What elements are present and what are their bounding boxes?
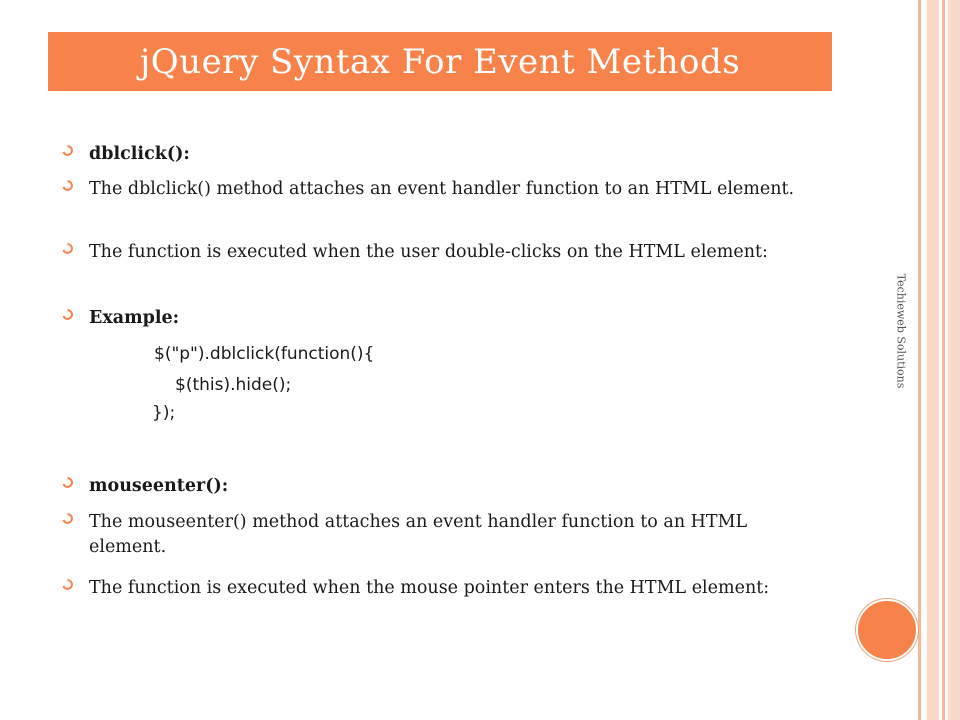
bullet-text: The dblclick() method attaches an event handler function to an HTML element. <box>89 179 795 199</box>
bullet-text: dblclick(): <box>89 144 190 164</box>
title-bar <box>48 32 832 91</box>
code-line: }); <box>152 403 176 423</box>
code-line: $("p").dblclick(function(){ <box>154 344 375 364</box>
stripe <box>942 0 945 720</box>
bullet-icon <box>62 145 73 156</box>
bullet-icon <box>62 579 73 590</box>
bullet-text: mouseenter(): <box>89 476 229 496</box>
stripe <box>918 0 921 720</box>
bullet-icon <box>62 513 73 524</box>
bullet-icon <box>62 180 73 191</box>
code-line: $(this).hide(); <box>175 375 292 395</box>
bullet-icon <box>62 309 73 320</box>
decorative-circle <box>856 599 918 661</box>
bullet-icon <box>62 477 73 488</box>
bullet-text: The function is executed when the mouse pointer enters the HTML element: <box>89 578 770 598</box>
stripe <box>948 0 960 720</box>
stripe <box>927 0 939 720</box>
bullet-icon <box>62 243 73 254</box>
side-label-text: Techieweb Solutions <box>894 273 908 388</box>
slide-title: jQuery Syntax For Event Methods <box>139 41 741 82</box>
bullet-text: The mouseenter() method attaches an event handler function to an HTML element. <box>89 512 748 557</box>
side-label <box>894 258 908 403</box>
bullet-text: The function is executed when the user double-clicks on the HTML element: <box>89 242 768 262</box>
bullet-text: Example: <box>89 308 180 328</box>
